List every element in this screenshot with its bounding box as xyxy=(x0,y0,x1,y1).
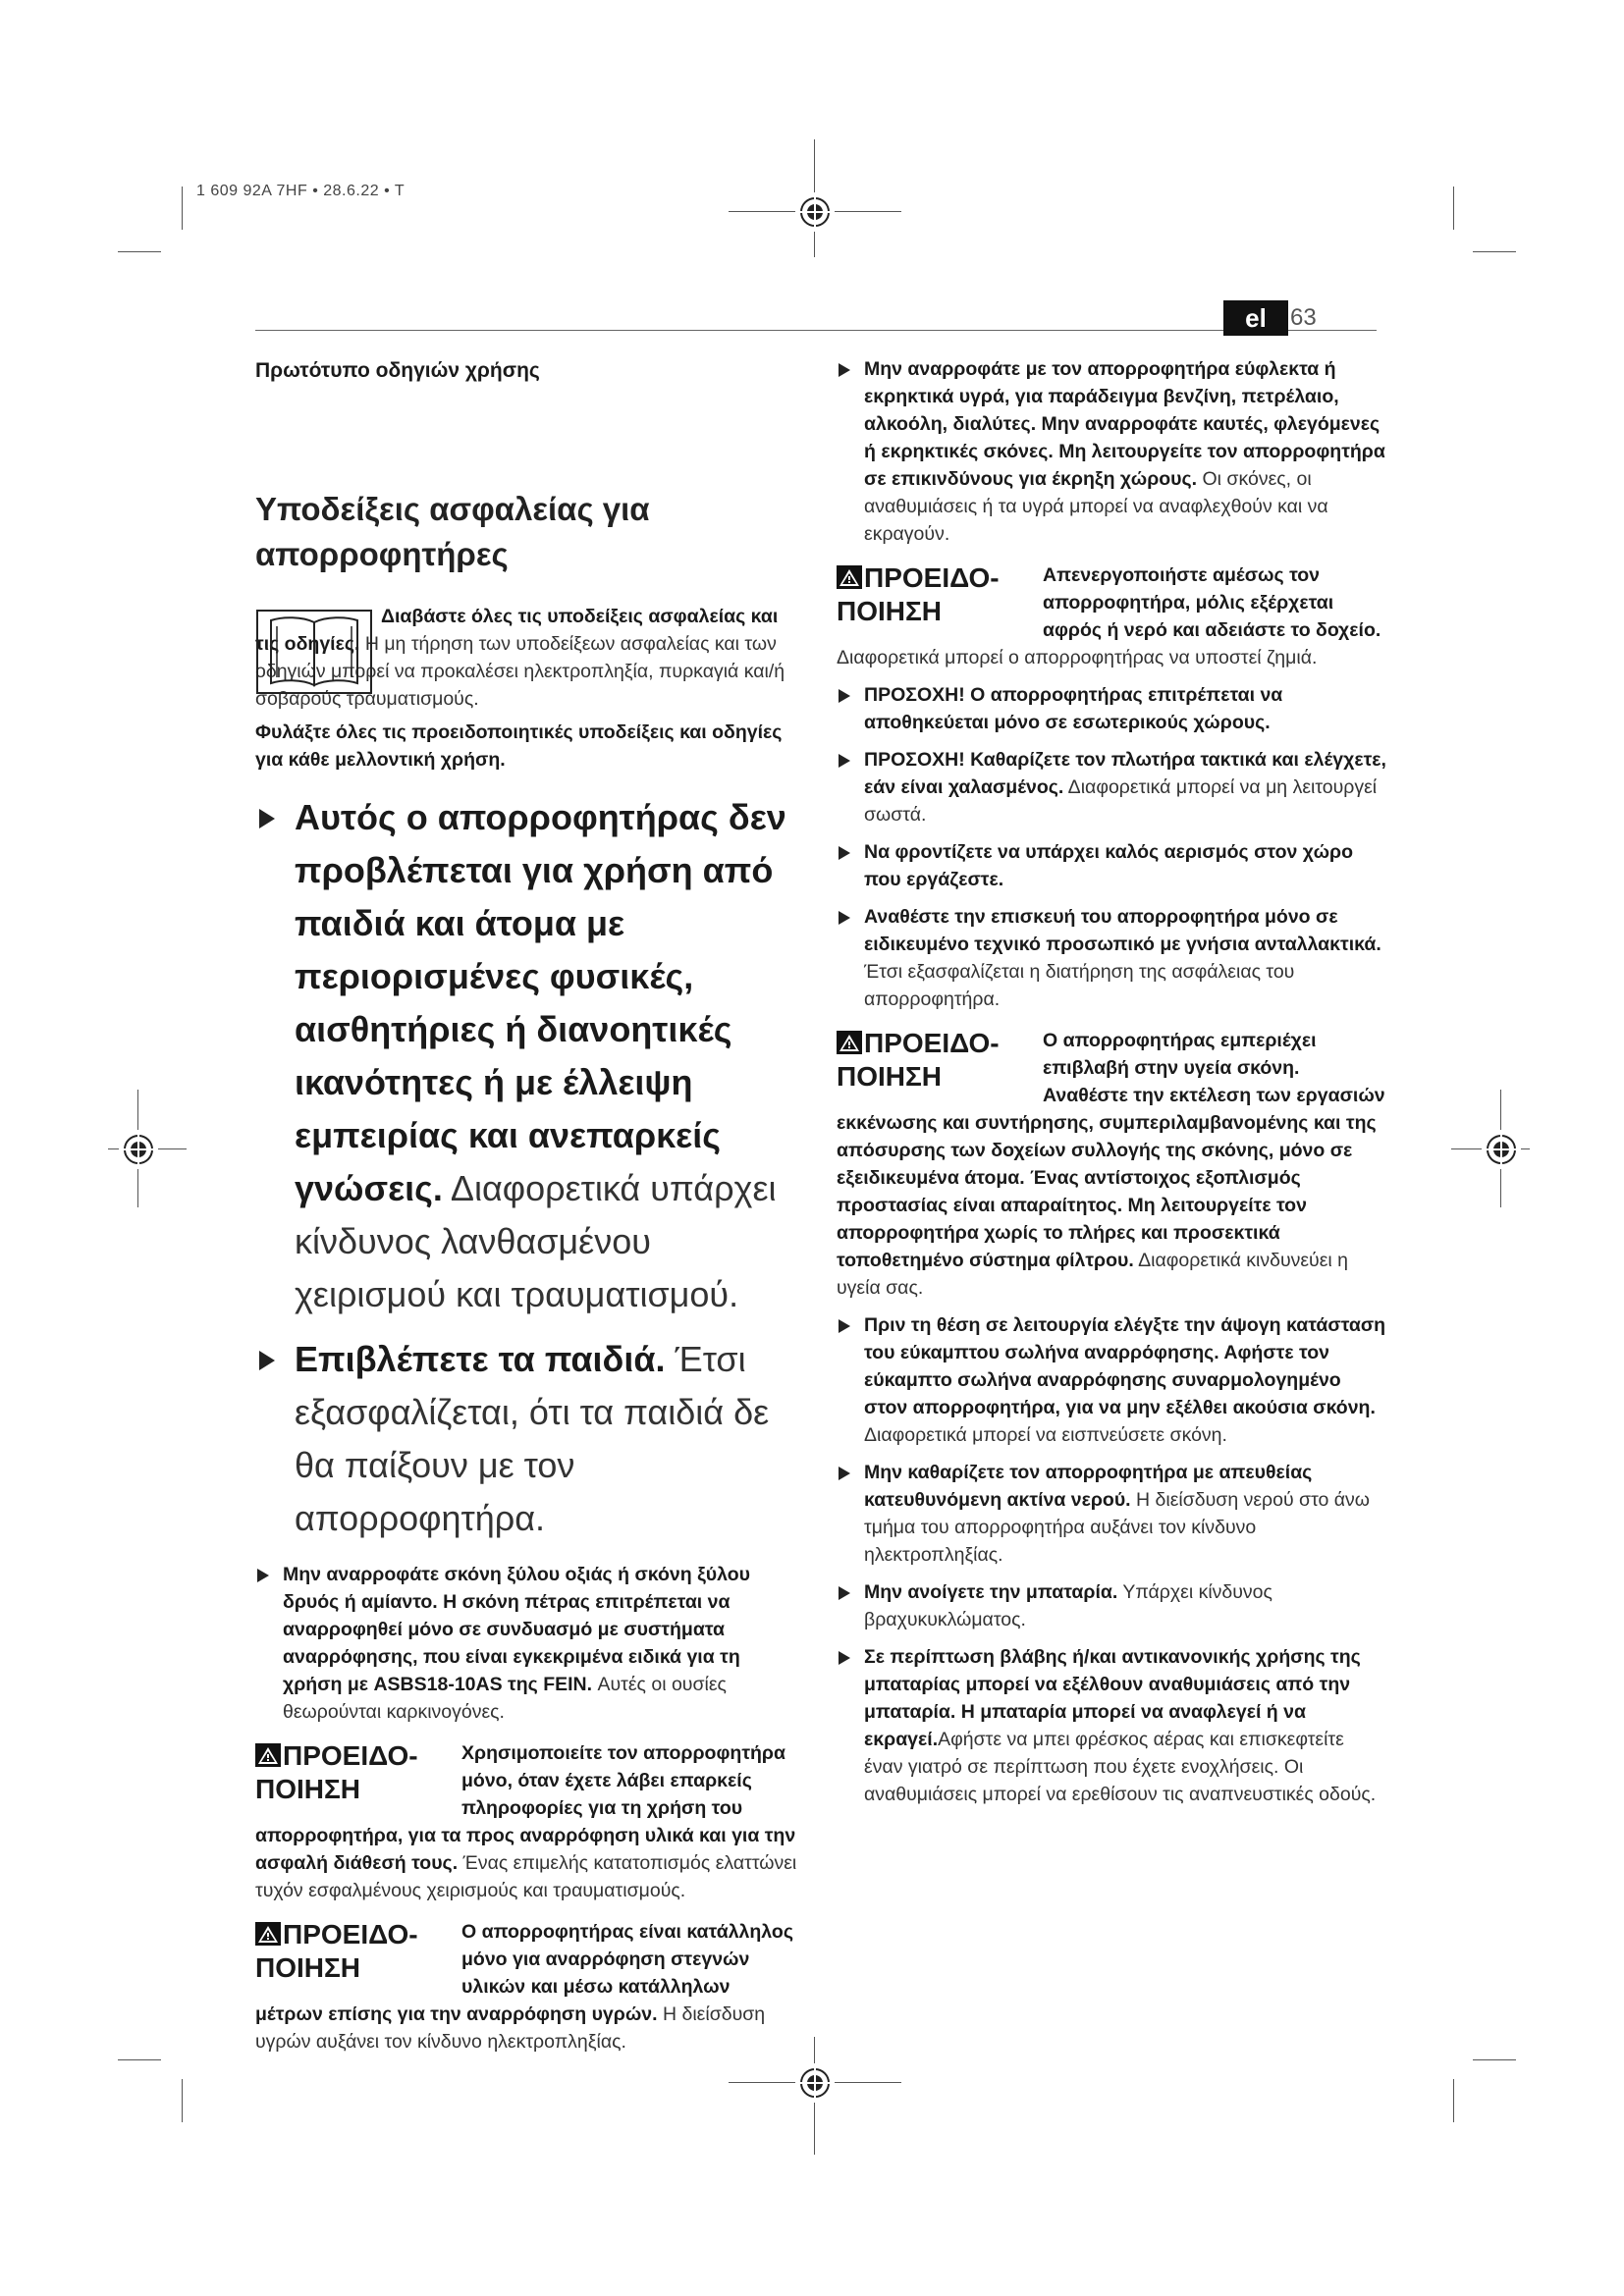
warning-triangle-icon xyxy=(255,1922,281,1946)
header-rule xyxy=(255,330,1377,331)
warning-block-hazardous-dust: ΠΡΟΕΙΔΟ-ΠΟΙΗΣΗ Ο απορροφητήρας εμπεριέχει επιβλαβή στην υγεία σκόνη. Αναθέστε την εκτέλεση των εργασιών εκκένωσης και συντήρησης, συμπεριλαμβανομένης και της απόσυρσης των δοχείων συλλογής της σκόνης, μόνο σε εξειδικευμένα άτομα. Ένας αντίστοιχος εξοπλισμός προστασίας είναι απαραίτητος. Μη λειτουργείτε τον απορροφητήρα χωρίς το πλήρες και προσεκτικά τοποθετημένο σύστημα φίλτρου. Διαφορετικά κινδυνεύει η υγεία σας. xyxy=(837,1028,1385,1299)
repair-item: Αναθέστε την επισκευή του απορροφητήρα μόνο σε ειδικευμένο τεχνικό προσωπικό με γνήσια ανταλλακτικά. Έτσι εξασφαλίζεται η διατήρηση της ασφάλειας του απορροφητήρα. xyxy=(837,903,1386,1013)
bullet-arrow-icon xyxy=(839,846,850,860)
warning-triangle-icon xyxy=(837,565,862,589)
bullet-arrow-icon xyxy=(839,754,850,768)
bullet-arrow-icon xyxy=(839,911,850,925)
bullet-arrow-icon xyxy=(839,1586,850,1600)
battery-open-item: Μην ανοίγετε την μπαταρία. Υπάρχει κίνδυνος βραχυκυκλώματος. xyxy=(837,1578,1386,1633)
read-instructions-bold: Διαβάστε όλες τις υποδείξεις ασφαλείας και τις οδηγίες. xyxy=(255,606,779,655)
warning-label: ΠΡΟΕΙΔΟ-ΠΟΙΗΣΗ xyxy=(255,1740,418,1804)
read-manual-notice xyxy=(255,603,800,713)
warning-block-foam: ΠΡΟΕΙΔΟ-ΠΟΙΗΣΗ Απενεργοποιήστε αμέσως τον απορροφητήρα, μόλις εξέρχεται αφρός ή νερό και αδειάστε το δοχείο. Διαφορετικά μπορεί ο απορροφητήρας να υποστεί ζημιά. xyxy=(837,562,1381,668)
page-number: 63 xyxy=(1290,304,1317,331)
original-instructions-heading: Πρωτότυπο οδηγιών χρήσης xyxy=(255,359,540,382)
warning-label: ΠΡΟΕΙΔΟ-ΠΟΙΗΣΗ xyxy=(837,562,1000,626)
children-warning-item: Αυτός ο απορροφητήρας δεν προβλέπεται για χρήση από παιδιά και άτομα με περιορισμένες φυσικές, αισθητήριες ή διανοητικές ικανότητες ή με έλλειψη εμπειρίας και ανεπαρκείς γνώσεις. Διαφορετικά υπάρχει κίνδυνος λανθασμένου χειρισμού και τραυματισμού. xyxy=(255,791,800,1321)
registration-mark-left xyxy=(108,1090,187,1207)
keep-instructions: Φυλάξτε όλες τις προειδοποιητικές υποδείξεις και οδηγίες για κάθε μελλοντική χρήση. xyxy=(255,721,783,771)
crop-mark xyxy=(1473,2059,1516,2060)
wood-dust-item: Μην αναρροφάτε σκόνη ξύλου οξιάς ή σκόνη ξύλου δρυός ή αμίαντο. Η σκόνη πέτρας επιτρέπεται να αναρροφηθεί μόνο σε συνδυασμό με συστήματα αναρρόφησης, που είναι εγκεκριμένα ειδικά για τη χρήση με ASBS18-10AS της FEIN. Αυτές οι ουσίες θεωρούνται καρκινογόνες. xyxy=(255,1561,800,1726)
bullet-arrow-icon xyxy=(259,809,275,828)
crop-mark xyxy=(182,187,183,230)
right-column xyxy=(837,355,1386,1808)
supervise-children-item: Επιβλέπετε τα παιδιά. Έτσι εξασφαλίζεται, ότι τα παιδιά δε θα παίξουν με τον απορροφητήρα. xyxy=(255,1333,800,1545)
clean-float-item: ΠΡΟΣΟΧΗ! Καθαρίζετε τον πλωτήρα τακτικά και ελέγχετε, εάν είναι χαλασμένος. Διαφορετικά μπορεί να μη λειτουργεί σωστά. xyxy=(837,746,1386,828)
warning-label: ΠΡΟΕΙΔΟ-ΠΟΙΗΣΗ xyxy=(255,1919,418,1983)
indoor-storage-item: ΠΡΟΣΟΧΗ! Ο απορροφητήρας επιτρέπεται να αποθηκεύεται μόνο σε εσωτερικούς χώρους. xyxy=(837,681,1386,736)
registration-mark-top xyxy=(729,139,901,257)
crop-mark xyxy=(118,2059,161,2060)
read-instructions-text: Η μη τήρηση των υποδείξεων ασφαλείας και των οδηγιών μπορεί να προκαλέσει ηλεκτροπληξία, πυρκαγιά και/ή σοβαρούς τραυματισμούς. xyxy=(255,633,785,710)
warning-triangle-icon xyxy=(837,1031,862,1054)
bullet-arrow-icon xyxy=(839,363,850,377)
left-column xyxy=(255,355,800,2056)
registration-mark-right xyxy=(1451,1090,1530,1207)
bullet-arrow-icon xyxy=(257,1569,269,1582)
bullet-arrow-icon xyxy=(259,1351,275,1370)
water-jet-item: Μην καθαρίζετε τον απορροφητήρα με απευθείας κατευθυνόμενη ακτίνα νερού. Η διείσδυση νερού στο άνω τμήμα του απορροφητήρα αυξάνει τον κίνδυνο ηλεκτροπληξίας. xyxy=(837,1459,1386,1569)
bullet-arrow-icon xyxy=(839,1651,850,1665)
crop-mark xyxy=(182,2079,183,2122)
crop-mark xyxy=(118,251,161,252)
warning-label: ΠΡΟΕΙΔΟ-ΠΟΙΗΣΗ xyxy=(837,1028,1000,1092)
open-book-icon xyxy=(255,609,373,695)
bullet-arrow-icon xyxy=(839,1467,850,1480)
bullet-arrow-icon xyxy=(839,1319,850,1333)
crop-mark xyxy=(1453,2079,1454,2122)
flammable-liquids-item: Μην αναρροφάτε με τον απορροφητήρα εύφλεκτα ή εκρηκτικά υγρά, για παράδειγμα βενζίνη, πετρέλαιο, αλκοόλη, διαλύτες. Μην αναρροφάτε καυτές, φλεγόμενες ή εκρηκτικές σκόνες. Μη λειτουργείτε τον απορροφητήρα σε επικινδύνους για έκρηξη χώρους. Οι σκόνες, οι αναθυμιάσεις ή τα υγρά μπορεί να αναφλεχθούν και να εκραγούν. xyxy=(837,355,1386,548)
warning-block-information: ΠΡΟΕΙΔΟ-ΠΟΙΗΣΗ Χρησιμοποιείτε τον απορροφητήρα μόνο, όταν έχετε λάβει επαρκείς πληροφορίες για τη χρήση του απορροφητήρα, για τα προς αναρρόφηση υλικά και για την ασφαλή διάθεσή τους. Ένας επιμελής κατατοπισμός ελαττώνει τυχόν εσφαλμένους χειρισμούς και τραυματισμούς. xyxy=(255,1740,797,1901)
warning-block-dry-materials: ΠΡΟΕΙΔΟ-ΠΟΙΗΣΗ Ο απορροφητήρας είναι κατάλληλος μόνο για αναρρόφηση στεγνών υλικών και μέσω κατάλληλων μέτρων επίσης για την αναρρόφηση υγρών. Η διείσδυση υγρών αυξάνει τον κίνδυνο ηλεκτροπληξίας. xyxy=(255,1919,793,2053)
crop-mark xyxy=(1453,187,1454,230)
section-title: Υποδείξεις ασφαλείας για απορροφητήρες xyxy=(255,491,650,572)
language-badge: el xyxy=(1223,300,1288,336)
warning-triangle-icon xyxy=(255,1743,281,1767)
bullet-arrow-icon xyxy=(839,689,850,703)
crop-mark xyxy=(1473,251,1516,252)
battery-fumes-item: Σε περίπτωση βλάβης ή/και αντικανονικής χρήσης της μπαταρίας μπορεί να εξέλθουν αναθυμιάσεις από την μπαταρία. Η μπαταρία μπορεί να αναφλεγεί ή να εκραγεί.Αφήστε να μπει φρέσκος αέρας και επισκεφτείτε έναν γιατρό σε περίπτωση που έχετε ενοχλήσεις. Οι αναθυμιάσεις μπορεί να ερεθίσουν τις αναπνευστικές οδούς. xyxy=(837,1643,1386,1808)
print-code: 1 609 92A 7HF • 28.6.22 • T xyxy=(196,183,406,199)
suction-hose-item: Πριν τη θέση σε λειτουργία ελέγξτε την άψογη κατάσταση του εύκαμπτου σωλήνα αναρρόφησης. Αφήστε τον εύκαμπτο σωλήνα αναρρόφησης συναρμολογημένο στον απορροφητήρα, για να μην εξέλθει ακούσια σκόνη. Διαφορετικά μπορεί να εισπνεύσετε σκόνη. xyxy=(837,1311,1386,1449)
ventilation-item: Να φροντίζετε να υπάρχει καλός αερισμός στον χώρο που εργάζεστε. xyxy=(837,838,1386,893)
